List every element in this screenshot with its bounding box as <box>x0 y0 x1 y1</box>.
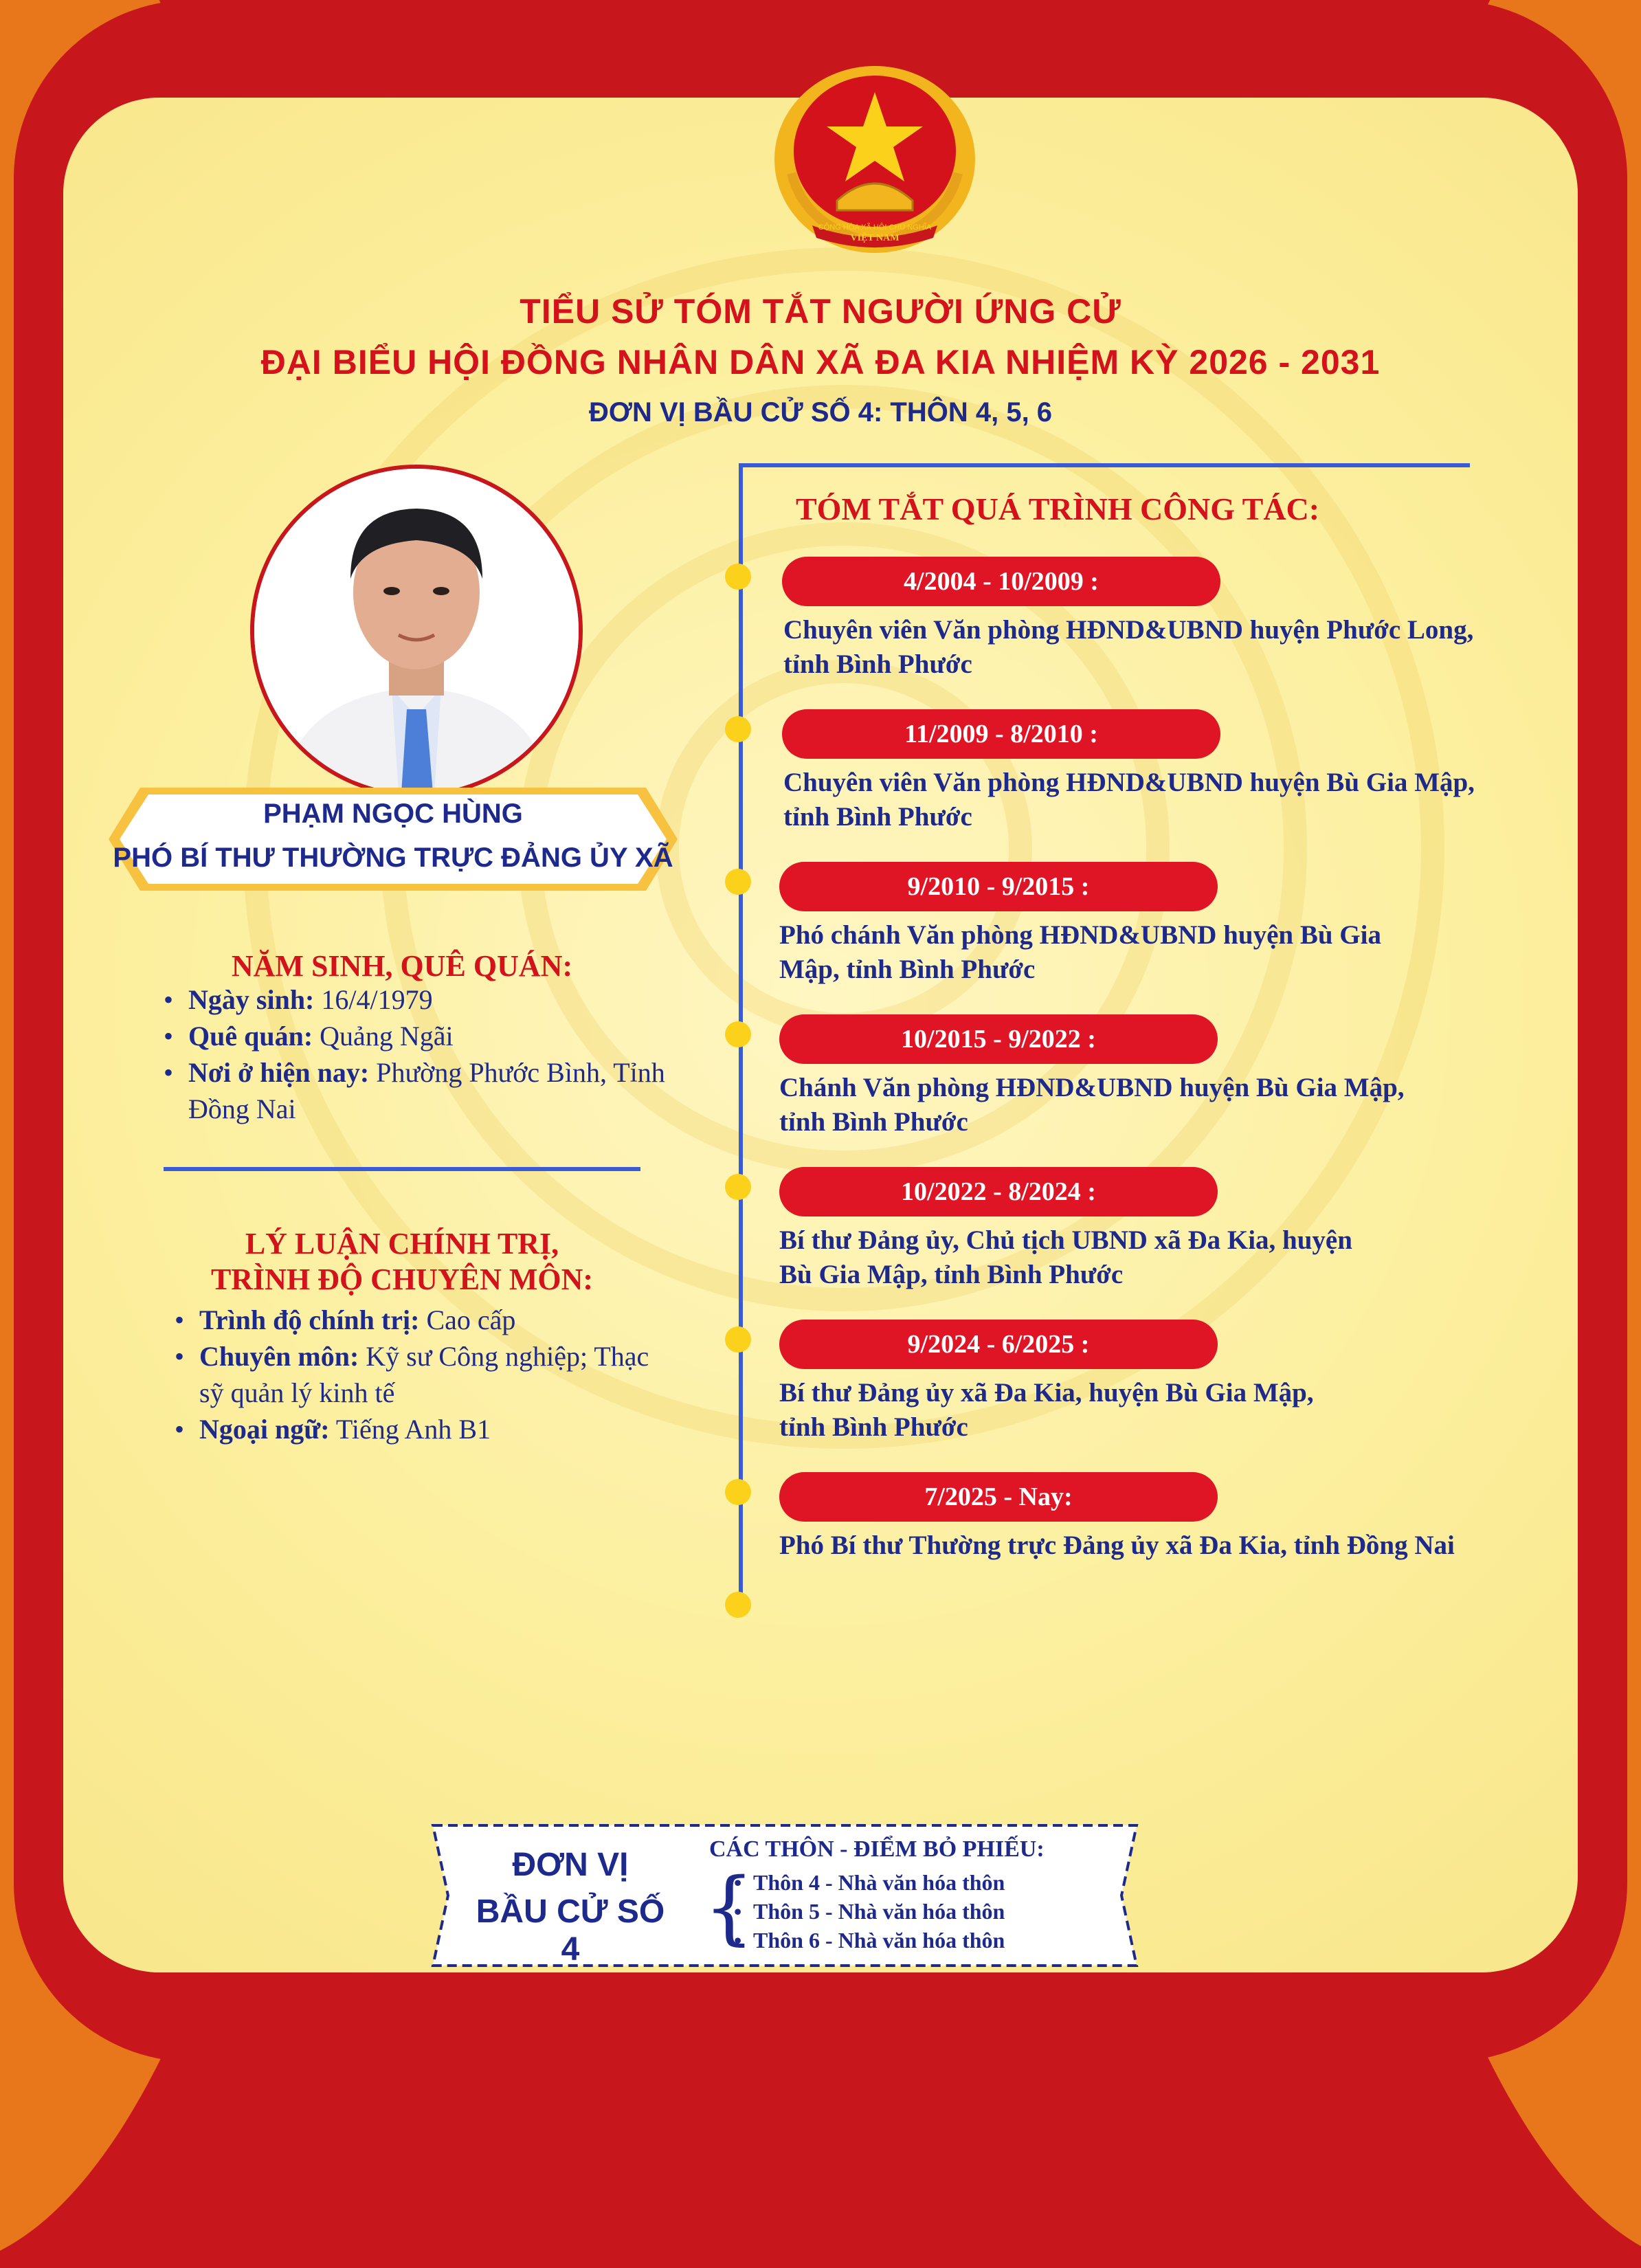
timeline-job: Bí thư Đảng ủy xã Đa Kia, huyện Bù Gia Mập, tỉnh Bình Phước <box>779 1378 1314 1442</box>
timeline-period: 4/2004 - 10/2009 : <box>782 557 1220 606</box>
education-info-list <box>172 1302 667 1447</box>
timeline-dot <box>725 1479 751 1505</box>
timeline-job: Phó Bí thư Thường trực Đảng ủy xã Đa Kia, tỉnh Đồng Nai <box>779 1531 1455 1560</box>
list-item: • Ngày sinh: 16/4/1979 <box>161 981 669 1018</box>
district-label-line-2: BẦU CỬ SỐ 4 <box>476 1893 665 1968</box>
list-item: • Thôn 4 - Nhà văn hóa thôn <box>733 1868 1005 1897</box>
timeline-dot <box>725 1021 751 1047</box>
timeline-job: Chuyên viên Văn phòng HĐND&UBND huyện Phước Long, tỉnh Bình Phước <box>783 615 1474 679</box>
list-item: • Nơi ở hiện nay: Phường Phước Bình, Tỉnh Đồng Nai <box>161 1054 669 1127</box>
timeline-job: Chuyên viên Văn phòng HĐND&UBND huyện Bù Gia Mập, tỉnh Bình Phước <box>783 768 1475 832</box>
birth-info-list <box>161 981 669 1127</box>
district-label-line-1: ĐƠN VỊ <box>512 1847 629 1883</box>
birth-section-heading: NĂM SINH, QUÊ QUÁN: <box>231 949 573 983</box>
candidate-name-plate <box>104 783 682 895</box>
section-divider <box>164 1167 640 1171</box>
svg-text:VIỆT NAM: VIỆT NAM <box>850 233 900 243</box>
timeline-period: 9/2010 - 9/2015 : <box>779 862 1218 911</box>
list-item: • Trình độ chính trị: Cao cấp <box>172 1302 667 1338</box>
timeline-job: Bí thư Đảng ủy, Chủ tịch UBND xã Đa Kia, huyện Bù Gia Mập, tỉnh Bình Phước <box>779 1225 1352 1289</box>
timeline-period: 10/2022 - 8/2024 : <box>779 1167 1218 1216</box>
svg-text:CỘNG HÒA XÃ HỘI CHỦ NGHĨA: CỘNG HÒA XÃ HỘI CHỦ NGHĨA <box>818 223 932 232</box>
electoral-district-box <box>426 1821 1143 1970</box>
state-emblem-icon <box>771 63 979 256</box>
timeline-dot <box>725 716 751 742</box>
timeline-job: Phó chánh Văn phòng HĐND&UBND huyện Bù Gia Mập, tỉnh Bình Phước <box>779 920 1381 984</box>
candidate-name: PHẠM NGỌC HÙNG <box>263 799 523 829</box>
timeline-dot <box>725 1592 751 1618</box>
title-line-1: TIỂU SỬ TÓM TẮT NGƯỜI ỨNG CỬ <box>520 292 1121 331</box>
timeline-job: Chánh Văn phòng HĐND&UBND huyện Bù Gia Mập, tỉnh Bình Phước <box>779 1073 1405 1137</box>
timeline-period: 9/2024 - 6/2025 : <box>779 1320 1218 1369</box>
candidate-photo <box>250 465 583 797</box>
timeline-period: 7/2025 - Nay: <box>779 1472 1218 1522</box>
list-item: • Ngoại ngữ: Tiếng Anh B1 <box>172 1411 667 1447</box>
title-line-2: ĐẠI BIỂU HỘI ĐỒNG NHÂN DÂN XÃ ĐA KIA NHIỆM KỲ 2026 - 2031 <box>260 343 1381 381</box>
brace-icon: { <box>704 1861 755 1954</box>
education-heading-line-2: TRÌNH ĐỘ CHUYÊN MÔN: <box>210 1263 594 1296</box>
timeline-top-bar <box>739 463 1470 467</box>
timeline-period: 11/2009 - 8/2010 : <box>782 709 1220 759</box>
stations-title: CÁC THÔN - ĐIỂM BỎ PHIẾU: <box>709 1836 1045 1862</box>
subtitle-electoral-unit: ĐƠN VỊ BẦU CỬ SỐ 4: THÔN 4, 5, 6 <box>588 397 1053 427</box>
timeline-dot <box>725 1326 751 1353</box>
list-item: • Thôn 5 - Nhà văn hóa thôn <box>733 1897 1005 1926</box>
list-item: • Chuyên môn: Kỹ sư Công nghiệp; Thạc sỹ quản lý kinh tế <box>172 1338 667 1411</box>
timeline-period: 10/2015 - 9/2022 : <box>779 1014 1218 1064</box>
candidate-position: PHÓ BÍ THƯ THƯỜNG TRỰC ĐẢNG ỦY XÃ <box>113 843 673 873</box>
list-item: • Quê quán: Quảng Ngãi <box>161 1018 669 1054</box>
timeline-dot <box>725 564 751 590</box>
timeline-dot <box>725 1174 751 1200</box>
list-item: • Thôn 6 - Nhà văn hóa thôn <box>733 1926 1005 1955</box>
timeline-dot <box>725 869 751 895</box>
education-heading-line-1: LÝ LUẬN CHÍNH TRỊ, <box>245 1227 559 1260</box>
stations-list <box>733 1868 1005 1955</box>
work-history-heading: TÓM TẮT QUÁ TRÌNH CÔNG TÁC: <box>796 491 1320 526</box>
